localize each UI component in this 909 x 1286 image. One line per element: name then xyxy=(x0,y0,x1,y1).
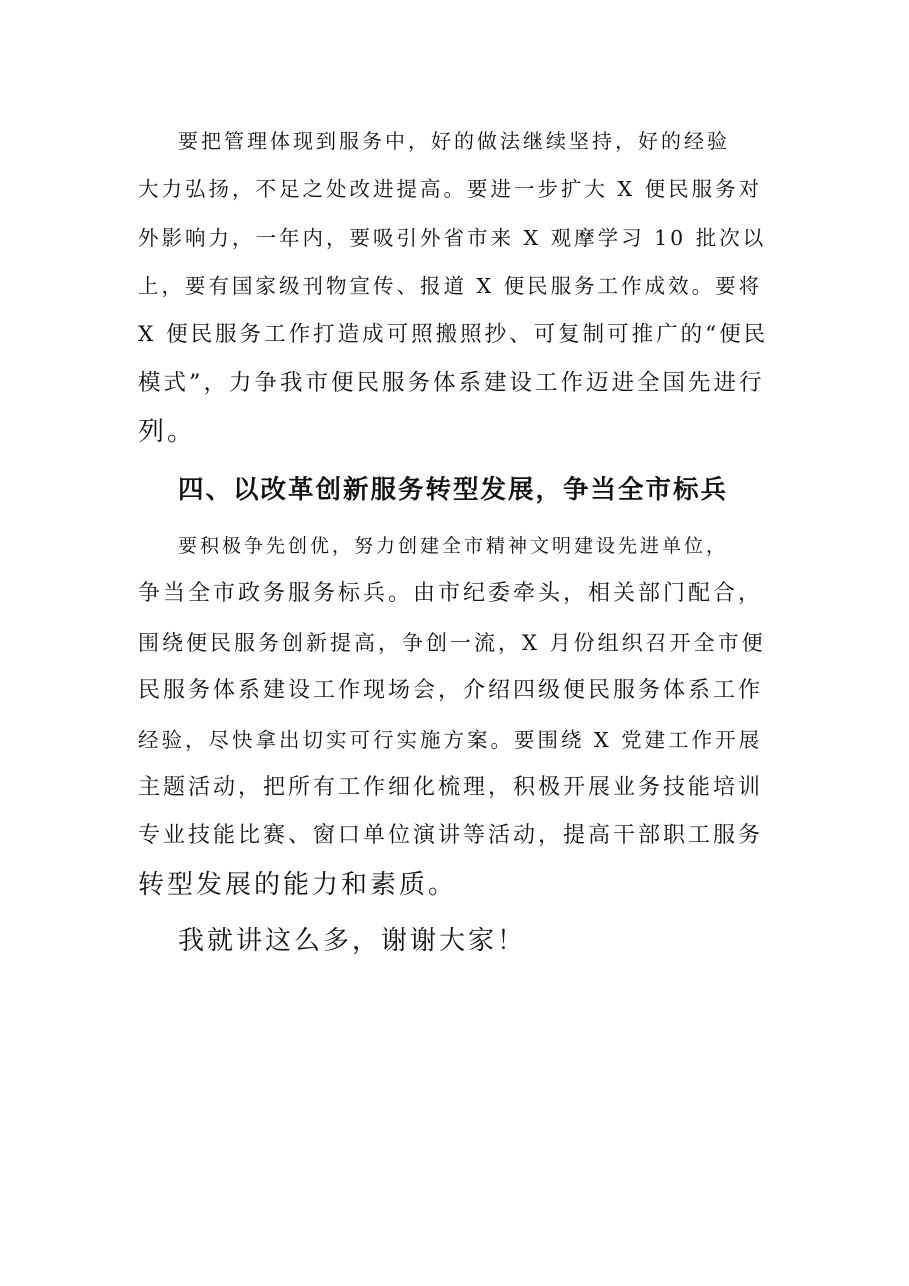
paragraph-line: 大力弘扬，不足之处改进提高。要进一步扩大 X 便民服务对 xyxy=(138,177,763,201)
paragraph-line: 经验，尽快拿出切实可行实施方案。要围绕 X 党建工作开展 xyxy=(138,728,763,752)
paragraph-line: 要把管理体现到服务中，好的做法继续坚持，好的经验 xyxy=(178,129,730,153)
paragraph-line: 要积极争先创优，努力创建全市精神文明建设先进单位， xyxy=(178,535,729,557)
paragraph-line: X 便民服务工作打造成可照搬照抄、可复制可推广的“便民 xyxy=(138,322,769,347)
paragraph-line: 列。 xyxy=(138,417,197,447)
paragraph-line: 主题活动，把所有工作细化梳理，积极开展业务技能培训 xyxy=(138,775,764,800)
paragraph-line: 转型发展的能力和素质。 xyxy=(138,870,458,900)
paragraph-line: 围绕便民服务创新提高，争创一流，X 月份组织召开全市便 xyxy=(138,631,766,655)
paragraph-line: 模式”，力争我市便民服务体系建设工作迈进全国先进行 xyxy=(138,370,765,396)
paragraph-line: 民服务体系建设工作现场会，介绍四级便民服务体系工作 xyxy=(138,678,764,703)
paragraph-line: 上，要有国家级刊物宣传、报道 X 便民服务工作成效。要将 xyxy=(138,274,763,298)
closing-line: 我就讲这么多，谢谢大家！ xyxy=(178,926,527,956)
paragraph-line: 专业技能比赛、窗口单位演讲等活动，提高干部职工服务 xyxy=(138,823,764,848)
paragraph-line: 争当全市政务服务标兵。由市纪委牵头，相关部门配合， xyxy=(138,581,764,606)
paragraph-line: 外影响力，一年内，要吸引外省市来 X 观摩学习 10 批次以 xyxy=(138,226,767,250)
section-heading: 四、以改革创新服务转型发展，争当全市标兵 xyxy=(178,475,729,505)
